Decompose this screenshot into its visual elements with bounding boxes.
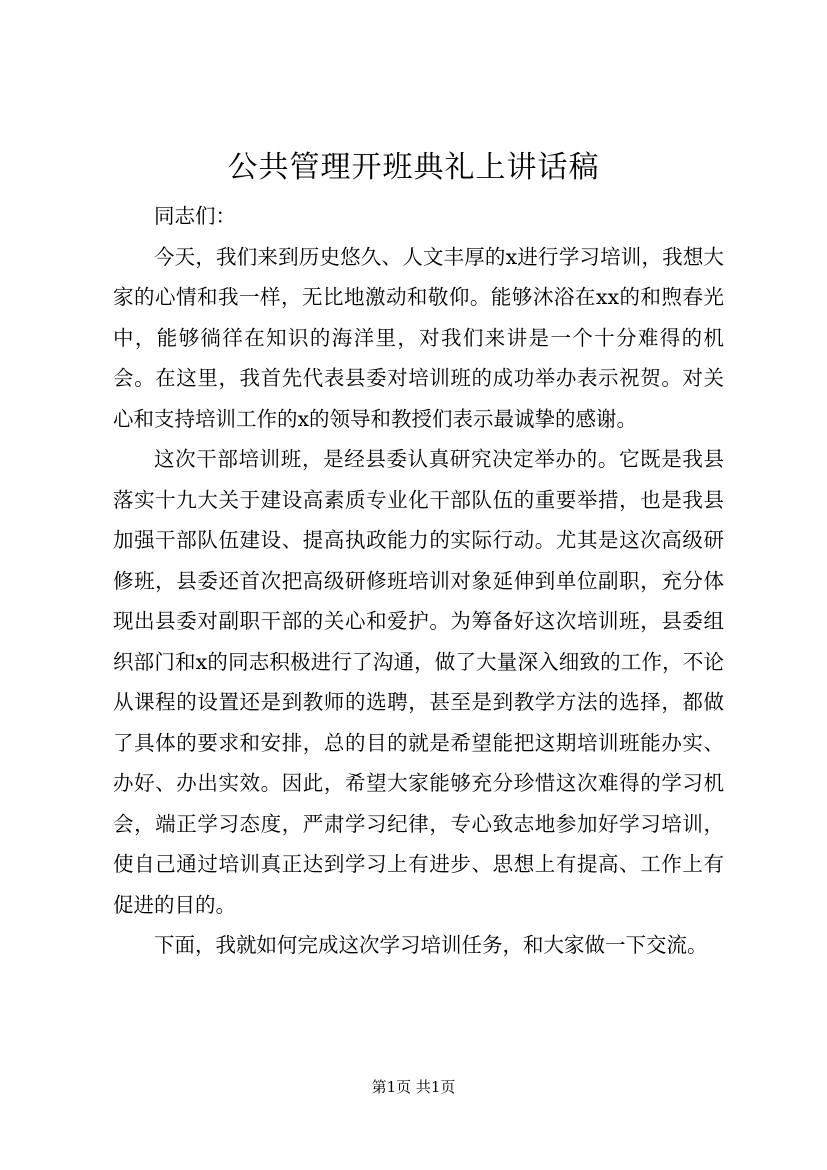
body-paragraph: 今天，我们来到历史悠久、人文丰厚的x进行学习培训，我想大家的心情和我一样，无比地激动和敬仰。能够沐浴在xx的和煦春光中，能够徜徉在知识的海洋里，对我们来讲是一个十分难得的机会。在这里，我首先代表县委对培训班的成功举办表示祝贺。对关心和支持培训工作的x的领导和教授们表示最诚挚的感谢。 [113, 244, 724, 431]
document-title: 公共管理开班典礼上讲话稿 [227, 150, 600, 185]
salutation-paragraph: 同志们： [154, 204, 236, 228]
page-footer: 第1页 共1页 [371, 1078, 456, 1096]
body-paragraph: 下面，我就如何完成这次学习培训任务，和大家做一下交流。 [154, 933, 708, 957]
body-paragraph: 这次干部培训班，是经县委认真研究决定举办的。它既是我县落实十九大关于建设高素质专业化干部队伍的重要举措，也是我县加强干部队伍建设、提高执政能力的实际行动。尤其是这次高级研修班，县委还首次把高级研修班培训对象延伸到单位副职，充分体现出县委对副职干部的关心和爱护。为筹备好这次培训班，县委组织部门和x的同志积极进行了沟通，做了大量深入细致的工作，不论从课程的设置还是到教师的选聘，甚至是到教学方法的选择，都做了具体的要求和安排，总的目的就是希望能把这期培训班能办实、办好、办出实效。因此，希望大家能够充分珍惜这次难得的学习机会，端正学习态度，严肃学习纪律，专心致志地参加好学习培训，使自己通过培训真正达到学习上有进步、思想上有提高、工作上有促进的目的。 [113, 447, 724, 917]
document-body [113, 196, 724, 966]
